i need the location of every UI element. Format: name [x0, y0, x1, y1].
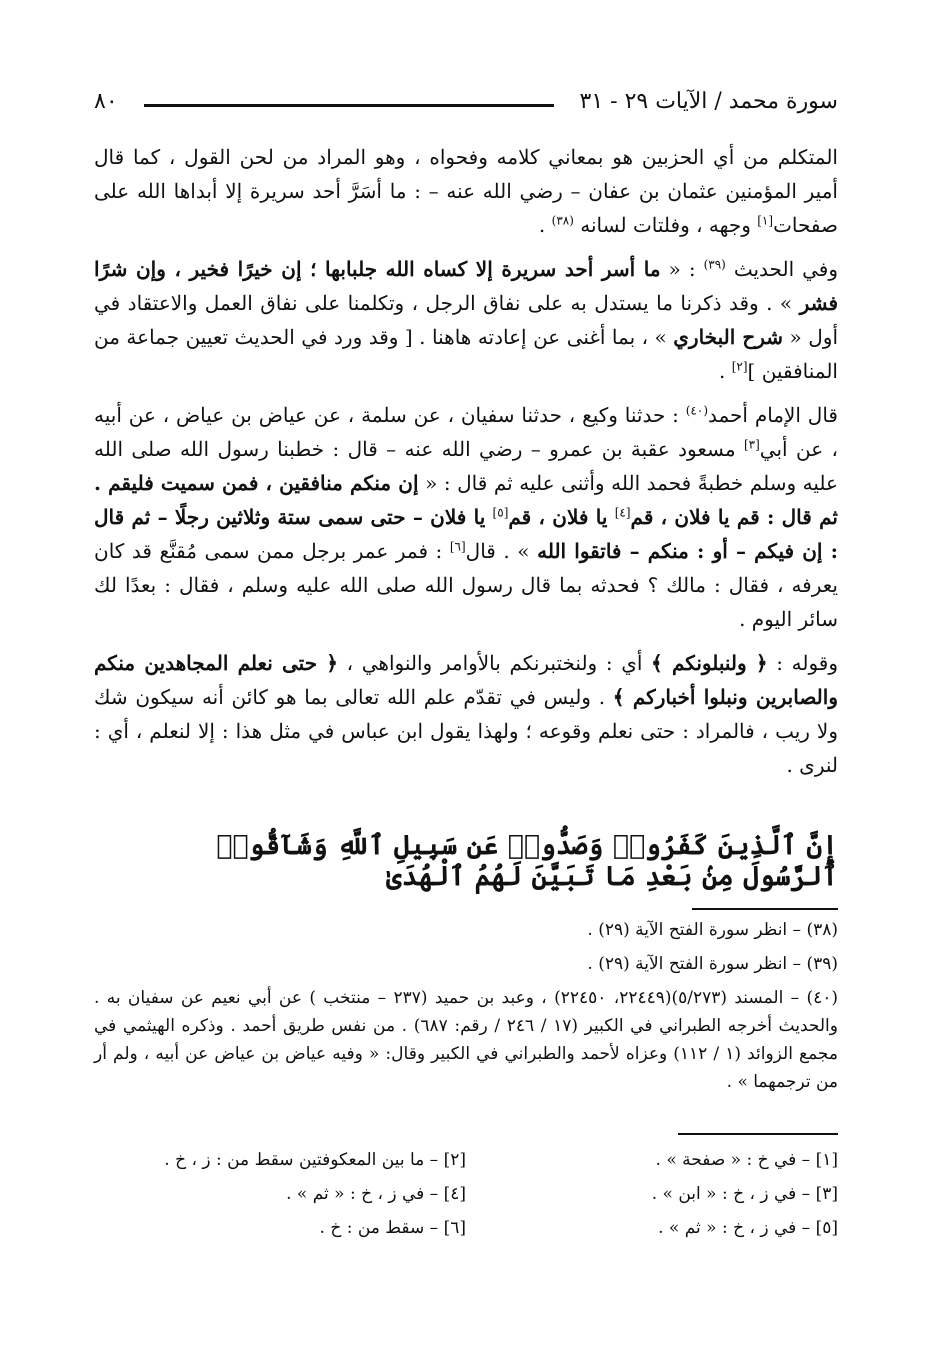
- variant-notes-divider: [678, 1133, 838, 1135]
- variant-note-1: [١] – في خ : « صفحة » .: [655, 1150, 838, 1170]
- footnote-39: (٣٩) – انظر سورة الفتح الآية (٢٩) .: [587, 954, 838, 974]
- running-title: سورة محمد / الآيات ٢٩ - ٣١: [579, 88, 838, 114]
- header-rule: [144, 104, 554, 107]
- footnote-40: (٤٠) – المسند (٥/٢٧٣)(٢٢٤٤٩، ٢٢٤٥٠) ، وعبد بن حميد (٢٣٧ – منتخب ) عن أبي نعيم عن سفيان به . والحديث أخرجه الطبراني في الكبير (١٧ / ٢٤٦ / رقم: ٦٨٧) . من نفس طريق أحمد . وذكره الهيثمي في مجمع الزوائد (١ / ١١٢) وعزاه لأحمد والطبراني في الكبير وقال: « وفيه عياض بن عياض عن أبيه ، ولم أر من ترجمهما » .: [94, 988, 839, 1092]
- variant-notes: [94, 1146, 838, 1242]
- variant-note-4: [٤] – في ز ، خ : « ثم » .: [286, 1184, 466, 1204]
- variant-note-5: [٥] – في ز ، خ : « ثم » .: [658, 1218, 838, 1238]
- quran-verse: إِنَّ ٱلَّذِينَ كَفَرُوا۟ وَصَدُّوا۟ عَن سَبِيلِ ٱللَّهِ وَشَآقُّوا۟ ٱلرَّسُولَ مِنۢ بَعْدِ مَا تَبَيَّنَ لَهُمُ ٱلْهُدَىٰ: [216, 830, 838, 892]
- paragraph-4: وقوله : ﴿ ولنبلونكم ﴾ أي : ولنختبرنكم بالأوامر والنواهي ، ﴿ حتى نعلم المجاهدين منكم والصابرين ونبلوا أخباركم ﴾ . وليس في تقدّم علم الله تعالى بما هو كائن أنه سيكون شك ولا ريب ، فالمراد : حتى نعلم وقوعه ؛ ولهذا يقول ابن عباس في مثل هذا : إلا لنعلم ، أي : لنرى .: [94, 651, 839, 777]
- variant-note-3: [٣] – في ز ، خ : « ابن » .: [651, 1184, 838, 1204]
- paragraph-2: وفي الحديث $^{(٣٩)}$ : « ما أسر أحد سريرة إلا كساه الله جلبابها ؛ إن خيرًا فخير ، وإن شرًا فشر » . وقد ذكرنا ما يستدل به على نفاق الرجل ، وتكلمنا على نفاق العمل والاعتقاد في أول « شرح البخاري » ، بما أغنى عن إعادته هاهنا . [ وقد ورد في الحديث تعيين جماعة من المنافقين ][٢] .: [94, 257, 839, 383]
- variant-note-2: [٢] – ما بين المعكوفتين سقط من : ز ، خ .: [164, 1150, 466, 1170]
- paragraph-1: المتكلم من أي الحزبين هو بمعاني كلامه وفحواه ، وهو المراد من لحن القول ، كما قال أمير المؤمنين عثمان بن عفان – رضي الله عنه – : ما أسَرَّ أحد سريرة إلا أبداها الله على صفحات[١] وجهه ، وفلتات لسانه $^{(٣٨)}$ .: [94, 145, 838, 237]
- paragraph-3: قال الإمام أحمد$^{(٤٠)}$ : حدثنا وكيع ، حدثنا سفيان ، عن سلمة ، عن عياض بن عياض ، عن أبيه ، عن أبي[٣] مسعود عقبة بن عمرو – رضي الله عنه – قال : خطبنا رسول الله صلى الله عليه وسلم خطبةً فحمد الله وأثنى عليه ثم قال : « إن منكم منافقين ، فمن سميت فليقم . ثم قال : قم يا فلان ، قم[٤] يا فلان ، قم[٥] يا فلان – حتى سمى ستة وثلاثين رجلًا – ثم قال : إن فيكم – أو : منكم – فاتقوا الله » . قال[٦] : فمر عمر برجل ممن سمى مُقنَّع قد كان يعرفه ، فقال : مالك ؟ فحدثه بما قال رسول الله صلى الله عليه وسلم ، فقال : بعدًا لك سائر اليوم .: [94, 403, 838, 631]
- page-number: ٨٠: [94, 88, 118, 114]
- footnotes: [94, 916, 838, 1102]
- footnote-divider: [692, 908, 838, 910]
- main-text: [94, 140, 838, 792]
- page-header: [94, 86, 838, 116]
- variant-note-6: [٦] – سقط من : خ .: [319, 1218, 466, 1238]
- footnote-38: (٣٨) – انظر سورة الفتح الآية (٢٩) .: [587, 920, 838, 940]
